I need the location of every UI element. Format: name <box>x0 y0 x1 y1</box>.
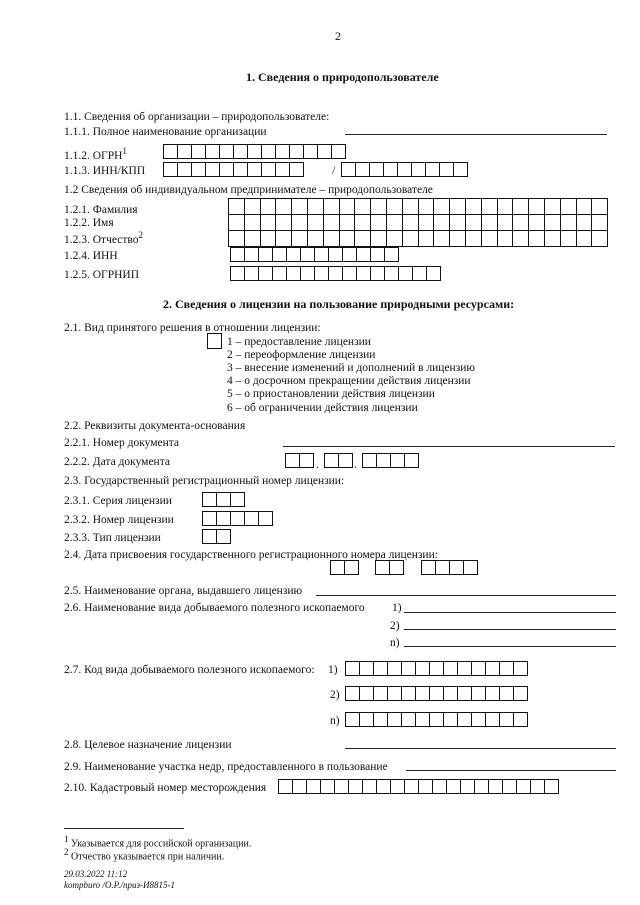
purpose-label: 2.8. Целевое назначение лицензии <box>64 739 232 751</box>
entry-cell[interactable] <box>577 199 593 215</box>
entry-cell[interactable] <box>388 712 402 727</box>
entry-cell[interactable] <box>531 779 545 794</box>
entry-cell[interactable] <box>466 215 482 231</box>
entry-cell[interactable] <box>577 231 593 247</box>
entry-cell[interactable] <box>398 162 412 177</box>
entry-cell[interactable] <box>529 199 545 215</box>
entry-cell[interactable] <box>293 779 307 794</box>
entry-cell[interactable] <box>231 247 245 262</box>
entry-cell[interactable] <box>402 686 416 701</box>
decision-option: 4 – о досрочном прекращении действия лицензии <box>227 375 471 387</box>
lic-type-cells[interactable] <box>202 529 231 544</box>
series-cells[interactable] <box>202 492 245 507</box>
entry-cell[interactable] <box>248 162 262 177</box>
entry-cell[interactable] <box>357 266 371 281</box>
inn-kpp-label: 1.1.3. ИНН/КПП <box>64 165 146 177</box>
entry-cell[interactable] <box>458 686 472 701</box>
entry-cell[interactable] <box>371 247 385 262</box>
entry-cell[interactable] <box>430 712 444 727</box>
entry-cell[interactable] <box>324 215 340 231</box>
entry-cell[interactable] <box>472 686 486 701</box>
entry-cell[interactable] <box>360 686 374 701</box>
entry-cell[interactable] <box>374 686 388 701</box>
entry-cell[interactable] <box>416 686 430 701</box>
full-name-field[interactable] <box>345 134 607 135</box>
ogrnip-cells[interactable] <box>230 266 441 281</box>
entry-cell[interactable] <box>342 162 356 177</box>
entry-cell[interactable] <box>164 162 178 177</box>
entry-cell[interactable] <box>217 511 231 526</box>
entry-cell[interactable] <box>178 162 192 177</box>
entry-cell[interactable] <box>300 453 314 468</box>
entry-cell[interactable] <box>517 779 531 794</box>
ogrn-label: 1.1.2. ОГРН$^1$ <box>64 146 127 162</box>
doc-number-label: 2.2.1. Номер документа <box>64 437 180 449</box>
entry-cell[interactable] <box>371 231 387 247</box>
series-label: 2.3.1. Серия лицензии <box>64 495 172 507</box>
entry-cell[interactable] <box>229 231 245 247</box>
entry-cell[interactable] <box>259 247 273 262</box>
entry-cell[interactable] <box>387 231 403 247</box>
entry-cell[interactable] <box>592 199 608 215</box>
entry-cell[interactable] <box>332 144 346 159</box>
entry-cell[interactable] <box>385 247 399 262</box>
file-name: kompburo /О.Р./приз-И8815-1 <box>64 880 176 890</box>
entry-cell[interactable] <box>592 215 608 231</box>
entry-cell[interactable] <box>245 511 259 526</box>
entry-cell[interactable] <box>261 199 277 215</box>
plot-field[interactable] <box>406 770 616 771</box>
entry-cell[interactable] <box>436 560 450 575</box>
entry-cell[interactable] <box>234 144 248 159</box>
kpp-cells[interactable] <box>341 162 468 177</box>
entry-cell[interactable] <box>203 492 217 507</box>
footnote-1: $^1$ Указывается для российской организации. <box>64 834 252 850</box>
section2-title: 2. Сведения о лицензии на пользование природными ресурсами: <box>163 297 515 311</box>
doc-date-month[interactable] <box>324 453 353 468</box>
entry-cell[interactable] <box>486 686 500 701</box>
entry-cell[interactable] <box>529 231 545 247</box>
basis-label: 2.2. Реквизиты документа-основания <box>64 420 246 432</box>
entry-cell[interactable] <box>206 144 220 159</box>
lic-number-cells[interactable] <box>202 511 273 526</box>
doc-date-year[interactable] <box>362 453 419 468</box>
entry-cell[interactable] <box>592 231 608 247</box>
entry-cell[interactable] <box>489 779 503 794</box>
date-separator: . <box>316 457 319 471</box>
page-number: 2 <box>335 29 341 43</box>
entry-cell[interactable] <box>217 529 231 544</box>
doc-date-label: 2.2.2. Дата документа <box>64 456 170 468</box>
entry-cell[interactable] <box>315 266 329 281</box>
entry-cell[interactable] <box>360 712 374 727</box>
entry-cell[interactable] <box>287 247 301 262</box>
entry-cell[interactable] <box>498 199 514 215</box>
entry-cell[interactable] <box>340 231 356 247</box>
entry-cell[interactable] <box>290 162 304 177</box>
entry-cell[interactable] <box>245 247 259 262</box>
entry-cell[interactable] <box>355 231 371 247</box>
entry-cell[interactable] <box>301 247 315 262</box>
entry-cell[interactable] <box>482 199 498 215</box>
entry-cell[interactable] <box>387 199 403 215</box>
entry-cell[interactable] <box>472 661 486 676</box>
code-nn: n) <box>330 715 340 727</box>
entry-cell[interactable] <box>346 686 360 701</box>
entry-cell[interactable] <box>377 779 391 794</box>
entry-cell[interactable] <box>466 231 482 247</box>
entry-cell[interactable] <box>245 199 261 215</box>
entry-cell[interactable] <box>430 661 444 676</box>
entry-cell[interactable] <box>349 779 363 794</box>
entry-cell[interactable] <box>343 247 357 262</box>
print-date: 29.03.2022 11:12 <box>64 869 128 879</box>
entry-cell[interactable] <box>529 215 545 231</box>
entry-cell[interactable] <box>374 661 388 676</box>
mineral-name-label: 2.6. Наименование вида добываемого полезного ископаемого <box>64 602 365 614</box>
entry-cell[interactable] <box>192 144 206 159</box>
entry-cell[interactable] <box>444 712 458 727</box>
mineral-name-field-1[interactable] <box>404 612 616 613</box>
entry-cell[interactable] <box>498 231 514 247</box>
mineral-code-label: 2.7. Код вида добываемого полезного ископаемого: <box>64 664 315 676</box>
entry-cell[interactable] <box>363 453 377 468</box>
entry-cell[interactable] <box>261 231 277 247</box>
entry-cell[interactable] <box>561 199 577 215</box>
patronymic-label: 1.2.3. Отчество$^2$ <box>64 230 143 246</box>
entry-cell[interactable] <box>433 779 447 794</box>
entry-cell[interactable] <box>454 162 468 177</box>
entry-cell[interactable] <box>164 144 178 159</box>
entry-cell[interactable] <box>450 199 466 215</box>
ip-heading: 1.2 Сведения об индивидуальном предпринимателе – природопользователе <box>64 184 433 196</box>
entry-cell[interactable] <box>259 266 273 281</box>
reg-date-label: 2.4. Дата присвоения государственного регистрационного номера лицензии: <box>64 549 438 561</box>
entry-cell[interactable] <box>405 453 419 468</box>
entry-cell[interactable] <box>363 779 377 794</box>
entry-cell[interactable] <box>231 511 245 526</box>
entry-cell[interactable] <box>412 162 426 177</box>
lic-number-label: 2.3.2. Номер лицензии <box>64 514 174 526</box>
doc-number-field[interactable] <box>283 446 615 447</box>
entry-cell[interactable] <box>371 199 387 215</box>
entry-cell[interactable] <box>427 266 441 281</box>
entry-cell[interactable] <box>340 215 356 231</box>
entry-cell[interactable] <box>416 661 430 676</box>
fio-grid[interactable] <box>228 198 608 247</box>
entry-cell[interactable] <box>356 162 370 177</box>
decision-option: 1 – предоставление лицензии <box>227 336 371 348</box>
entry-cell[interactable] <box>360 661 374 676</box>
entry-cell[interactable] <box>324 231 340 247</box>
entry-cell[interactable] <box>577 215 593 231</box>
entry-cell[interactable] <box>475 779 489 794</box>
mineral-name-field-n[interactable] <box>404 646 616 647</box>
entry-cell[interactable] <box>545 231 561 247</box>
cadastral-cells[interactable] <box>278 779 559 794</box>
date-separator: . <box>354 457 357 471</box>
entry-cell[interactable] <box>315 247 329 262</box>
entry-cell[interactable] <box>458 712 472 727</box>
org-heading: 1.1. Сведения об организации – природопользователе: <box>64 111 330 123</box>
entry-cell[interactable] <box>503 779 517 794</box>
entry-cell[interactable] <box>308 199 324 215</box>
entry-cell[interactable] <box>434 215 450 231</box>
entry-cell[interactable] <box>458 661 472 676</box>
entry-cell[interactable] <box>273 247 287 262</box>
section1-title: 1. Сведения о природопользователе <box>246 70 439 84</box>
entry-cell[interactable] <box>545 215 561 231</box>
ogrnip-label: 1.2.5. ОГРНИП <box>64 269 140 281</box>
full-name-label: 1.1.1. Полное наименование организации <box>64 126 267 138</box>
entry-cell[interactable] <box>390 560 404 575</box>
authority-label: 2.5. Наименование органа, выдавшего лицензию <box>64 585 303 597</box>
name-label: 1.2.2. Имя <box>64 217 114 229</box>
entry-cell[interactable] <box>514 686 528 701</box>
entry-cell[interactable] <box>329 266 343 281</box>
entry-cell[interactable] <box>178 144 192 159</box>
entry-cell[interactable] <box>450 231 466 247</box>
entry-cell[interactable] <box>324 199 340 215</box>
mineral-nn: n) <box>390 637 400 649</box>
entry-cell[interactable] <box>500 686 514 701</box>
entry-cell[interactable] <box>234 162 248 177</box>
entry-cell[interactable] <box>203 511 217 526</box>
entry-cell[interactable] <box>276 215 292 231</box>
entry-cell[interactable] <box>419 779 433 794</box>
entry-cell[interactable] <box>308 215 324 231</box>
entry-cell[interactable] <box>245 231 261 247</box>
entry-cell[interactable] <box>374 712 388 727</box>
entry-cell[interactable] <box>371 215 387 231</box>
entry-cell[interactable] <box>231 266 245 281</box>
mineral-n1: 1) <box>392 602 402 614</box>
entry-cell[interactable] <box>220 144 234 159</box>
inn-label: 1.2.4. ИНН <box>64 250 118 262</box>
inn-org-cells[interactable] <box>163 162 304 177</box>
entry-cell[interactable] <box>301 266 315 281</box>
inn-kpp-slash: / <box>332 163 336 177</box>
entry-cell[interactable] <box>248 144 262 159</box>
entry-cell[interactable] <box>430 686 444 701</box>
entry-cell[interactable] <box>292 215 308 231</box>
entry-cell[interactable] <box>340 199 356 215</box>
entry-cell[interactable] <box>357 247 371 262</box>
entry-cell[interactable] <box>321 779 335 794</box>
entry-cell[interactable] <box>371 266 385 281</box>
entry-cell[interactable] <box>403 215 419 231</box>
entry-cell[interactable] <box>346 712 360 727</box>
entry-cell[interactable] <box>276 162 290 177</box>
entry-cell[interactable] <box>339 453 353 468</box>
entry-cell[interactable] <box>259 511 273 526</box>
entry-cell[interactable] <box>426 162 440 177</box>
entry-cell[interactable] <box>279 779 293 794</box>
entry-cell[interactable] <box>403 231 419 247</box>
entry-cell[interactable] <box>545 199 561 215</box>
entry-cell[interactable] <box>422 560 436 575</box>
decision-option: 5 – о приостановлении действия лицензии <box>227 388 435 400</box>
entry-cell[interactable] <box>513 199 529 215</box>
code-n1: 1) <box>328 664 338 676</box>
surname-label: 1.2.1. Фамилия <box>64 204 138 216</box>
entry-cell[interactable] <box>402 661 416 676</box>
mineral-n2: 2) <box>390 620 400 632</box>
entry-cell[interactable] <box>482 215 498 231</box>
entry-cell[interactable] <box>318 144 332 159</box>
entry-cell[interactable] <box>192 162 206 177</box>
code-cells-1[interactable] <box>345 661 528 676</box>
cadastral-label: 2.10. Кадастровый номер месторождения <box>64 782 267 794</box>
entry-cell[interactable] <box>335 779 349 794</box>
entry-cell[interactable] <box>482 231 498 247</box>
entry-cell[interactable] <box>513 231 529 247</box>
entry-cell[interactable] <box>513 215 529 231</box>
entry-cell[interactable] <box>387 215 403 231</box>
entry-cell[interactable] <box>287 266 301 281</box>
entry-cell[interactable] <box>292 231 308 247</box>
entry-cell[interactable] <box>486 712 500 727</box>
entry-cell[interactable] <box>384 162 398 177</box>
entry-cell[interactable] <box>220 162 234 177</box>
decision-option: 3 – внесение изменений и дополнений в лицензию <box>227 362 475 374</box>
entry-cell[interactable] <box>545 779 559 794</box>
entry-cell[interactable] <box>229 215 245 231</box>
code-cells-2[interactable] <box>345 686 528 701</box>
entry-cell[interactable] <box>461 779 475 794</box>
reg-number-label: 2.3. Государственный регистрационный номер лицензии: <box>64 475 345 487</box>
footnote-2: $^2$ Отчество указывается при наличии. <box>64 847 225 863</box>
entry-cell[interactable] <box>262 162 276 177</box>
entry-cell[interactable] <box>444 686 458 701</box>
entry-cell[interactable] <box>262 144 276 159</box>
entry-cell[interactable] <box>245 266 259 281</box>
entry-cell[interactable] <box>450 560 464 575</box>
entry-cell[interactable] <box>391 779 405 794</box>
entry-cell[interactable] <box>346 661 360 676</box>
lic-type-label: 2.3.3. Тип лицензии <box>64 532 161 544</box>
entry-cell[interactable] <box>276 199 292 215</box>
entry-cell[interactable] <box>498 215 514 231</box>
entry-cell[interactable] <box>343 266 357 281</box>
reg-date-month[interactable] <box>375 560 404 575</box>
entry-cell[interactable] <box>370 162 384 177</box>
code-n2: 2) <box>330 689 340 701</box>
entry-cell[interactable] <box>416 712 430 727</box>
entry-cell[interactable] <box>403 199 419 215</box>
entry-cell[interactable] <box>276 231 292 247</box>
entry-cell[interactable] <box>391 453 405 468</box>
decision-option: 6 – об ограничении действия лицензии <box>227 402 418 414</box>
entry-cell[interactable] <box>385 266 399 281</box>
entry-cell[interactable] <box>405 779 419 794</box>
entry-cell[interactable] <box>331 560 345 575</box>
purpose-field[interactable] <box>345 748 616 749</box>
entry-cell[interactable] <box>388 686 402 701</box>
entry-cell[interactable] <box>290 144 304 159</box>
entry-cell[interactable] <box>325 453 339 468</box>
entry-cell[interactable] <box>286 453 300 468</box>
entry-cell[interactable] <box>245 215 261 231</box>
entry-cell[interactable] <box>500 712 514 727</box>
entry-cell[interactable] <box>388 661 402 676</box>
decision-label: 2.1. Вид принятого решения в отношении лицензии: <box>64 322 321 334</box>
entry-cell[interactable] <box>355 215 371 231</box>
entry-cell[interactable] <box>447 779 461 794</box>
entry-cell[interactable] <box>419 215 435 231</box>
entry-cell[interactable] <box>434 199 450 215</box>
entry-cell[interactable] <box>399 266 413 281</box>
reg-date-year[interactable] <box>421 560 478 575</box>
entry-cell[interactable] <box>444 661 458 676</box>
entry-cell[interactable] <box>276 144 290 159</box>
plot-label: 2.9. Наименование участка недр, предоставленного в пользование <box>64 761 388 773</box>
authority-field[interactable] <box>316 595 616 596</box>
entry-cell[interactable] <box>376 560 390 575</box>
entry-cell[interactable] <box>231 492 245 507</box>
entry-cell[interactable] <box>304 144 318 159</box>
entry-cell[interactable] <box>514 661 528 676</box>
entry-cell[interactable] <box>402 712 416 727</box>
entry-cell[interactable] <box>419 231 435 247</box>
entry-cell[interactable] <box>450 215 466 231</box>
entry-cell[interactable] <box>466 199 482 215</box>
entry-cell[interactable] <box>355 199 371 215</box>
entry-cell[interactable] <box>514 712 528 727</box>
entry-cell[interactable] <box>561 231 577 247</box>
code-cells-n[interactable] <box>345 712 528 727</box>
entry-cell[interactable] <box>308 231 324 247</box>
footnote-divider <box>64 828 184 829</box>
entry-cell[interactable] <box>203 529 217 544</box>
decision-option: 2 – переоформление лицензии <box>227 349 376 361</box>
entry-cell[interactable] <box>292 199 308 215</box>
entry-cell[interactable] <box>307 779 321 794</box>
entry-cell[interactable] <box>561 215 577 231</box>
entry-cell[interactable] <box>464 560 478 575</box>
entry-cell[interactable] <box>419 199 435 215</box>
entry-cell[interactable] <box>486 661 500 676</box>
decision-box[interactable] <box>207 333 222 349</box>
entry-cell[interactable] <box>472 712 486 727</box>
entry-cell[interactable] <box>440 162 454 177</box>
entry-cell[interactable] <box>329 247 343 262</box>
entry-cell[interactable] <box>217 492 231 507</box>
reg-date-day[interactable] <box>330 560 359 575</box>
mineral-name-field-2[interactable] <box>404 629 616 630</box>
entry-cell[interactable] <box>500 661 514 676</box>
entry-cell[interactable] <box>261 215 277 231</box>
ogrn-cells[interactable] <box>163 144 346 159</box>
entry-cell[interactable] <box>345 560 359 575</box>
entry-cell[interactable] <box>413 266 427 281</box>
entry-cell[interactable] <box>206 162 220 177</box>
entry-cell[interactable] <box>377 453 391 468</box>
doc-date-day[interactable] <box>285 453 314 468</box>
inn-cells[interactable] <box>230 247 399 262</box>
entry-cell[interactable] <box>273 266 287 281</box>
entry-cell[interactable] <box>229 199 245 215</box>
entry-cell[interactable] <box>434 231 450 247</box>
